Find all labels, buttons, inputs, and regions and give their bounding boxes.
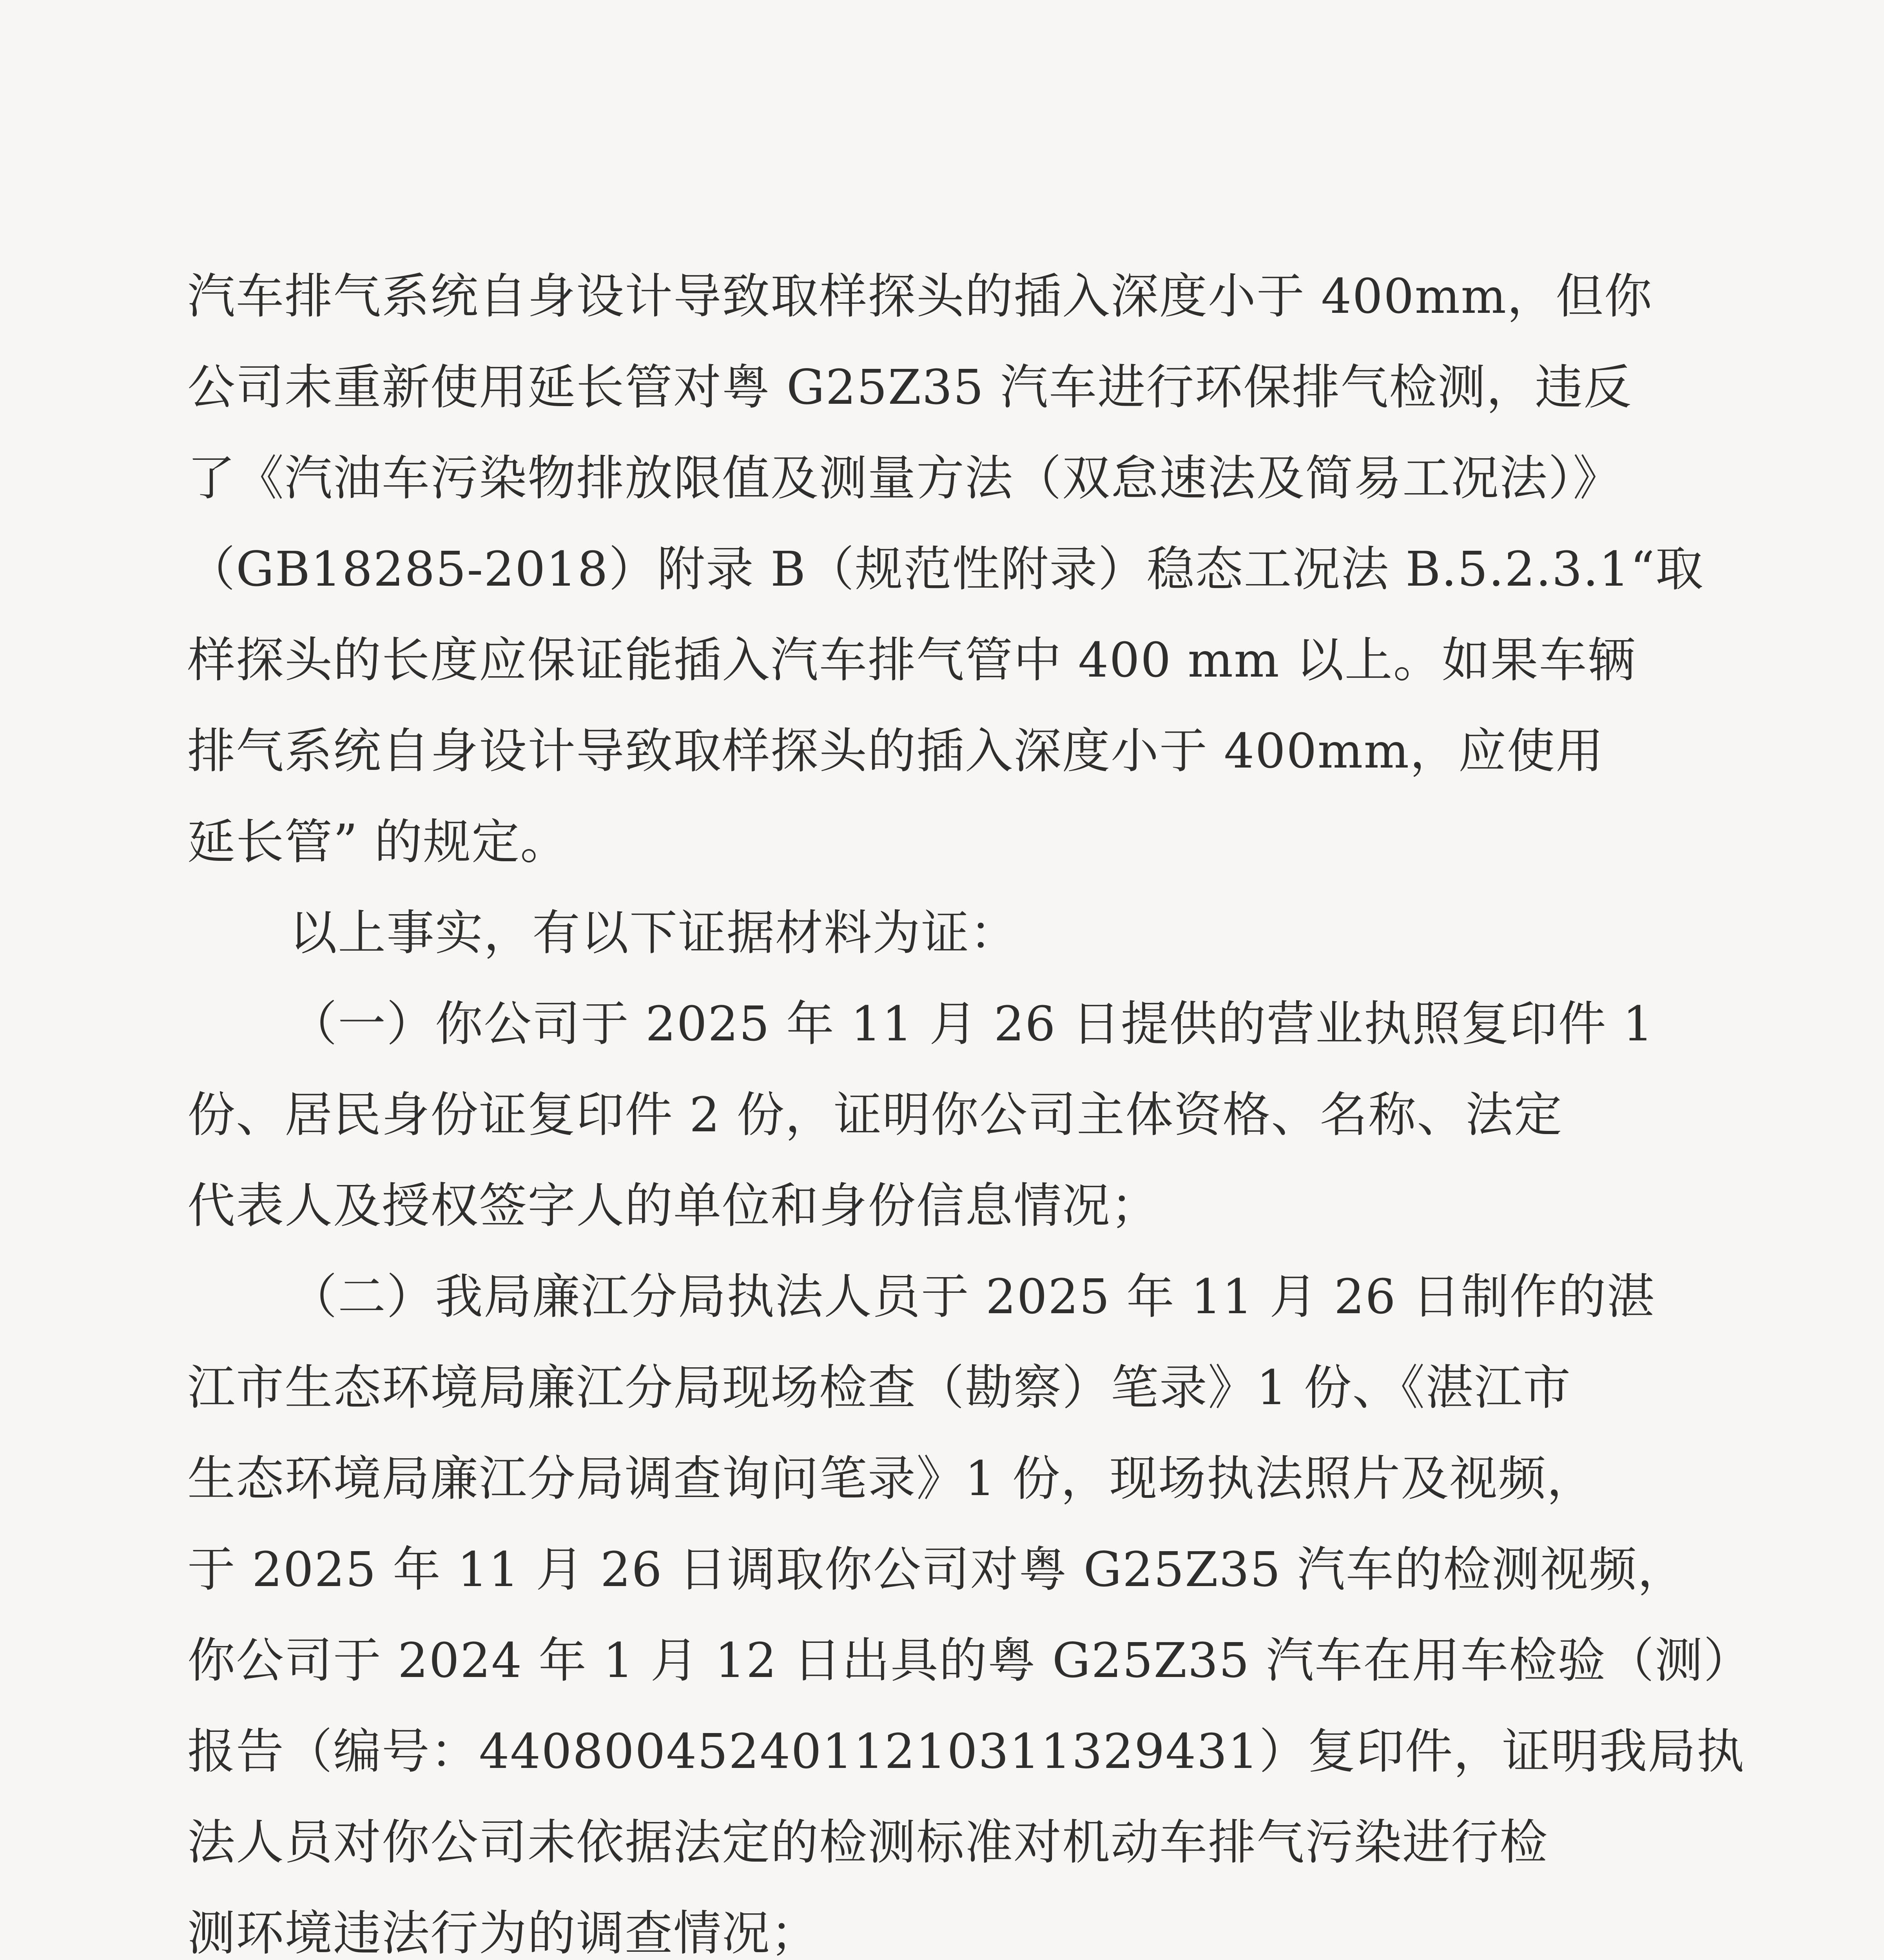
- text-line: 排气系统自身设计导致取样探头的插入深度小于 400mm，应使用: [187, 723, 1605, 779]
- text-line: 报告（编号：440800452401121031132​9431）复印件，证明我局执: [187, 1724, 1745, 1779]
- text-line: 汽车排气系统自身设计导致取样探头的插入深度小于 400mm，但你: [187, 269, 1653, 324]
- body-text: [187, 251, 1752, 1960]
- text-line: （二）我局廉江分局执法人员于 2025 年 11 月 26 日制作的湛: [289, 1269, 1656, 1325]
- text-line: 江市生态环境局廉江分局现场检查（勘察）笔录》1 份、《湛江市: [187, 1360, 1572, 1416]
- text-line: 法人员对你公司未依据法定的检测标准对机动车排气污染进行检: [187, 1815, 1548, 1870]
- text-line: 份、居民身份证复印件 2 份，证明你公司主体资格、名称、法定: [187, 1087, 1563, 1143]
- text-line: （GB18285-2018）附录 B（规范性附录）稳态工况法 B.5.2.3.1“取: [187, 541, 1704, 597]
- text-line: 生态环境局廉江分局调查询问笔录》1 份，现场执法照片及视频，: [187, 1451, 1596, 1506]
- text-line: （一）你公司于 2025 年 11 月 26 日提供的营业执照复印件 1: [289, 996, 1654, 1052]
- text-line: 你公司于 2024 年 1 月 12 日出具的粤 G25Z35 汽车在用车检验（测）: [187, 1633, 1752, 1688]
- text-line: 样探头的长度应保证能插入汽车排气管中 400 mm 以上。如果车辆: [187, 632, 1636, 688]
- text-line: 代表人及授权签字人的单位和身份信息情况；: [187, 1178, 1159, 1234]
- text-line: 公司未重新使用延长管对粤 G25Z35 汽车进行环保排气检测，违反: [187, 359, 1632, 415]
- text-line: 以上事实，有以下证据材料为证：: [289, 905, 1018, 961]
- text-line: 测环境违法行为的调查情况；: [187, 1906, 819, 1960]
- text-line: 于 2025 年 11 月 26 日调取你公司对粤 G25Z35 汽车的检测视频，: [187, 1542, 1686, 1597]
- text-line: 了《汽油车污染物排放限值及测量方法（双怠速法及简易工况法）》: [187, 450, 1621, 506]
- text-line: 延长管” 的规定。: [187, 814, 569, 870]
